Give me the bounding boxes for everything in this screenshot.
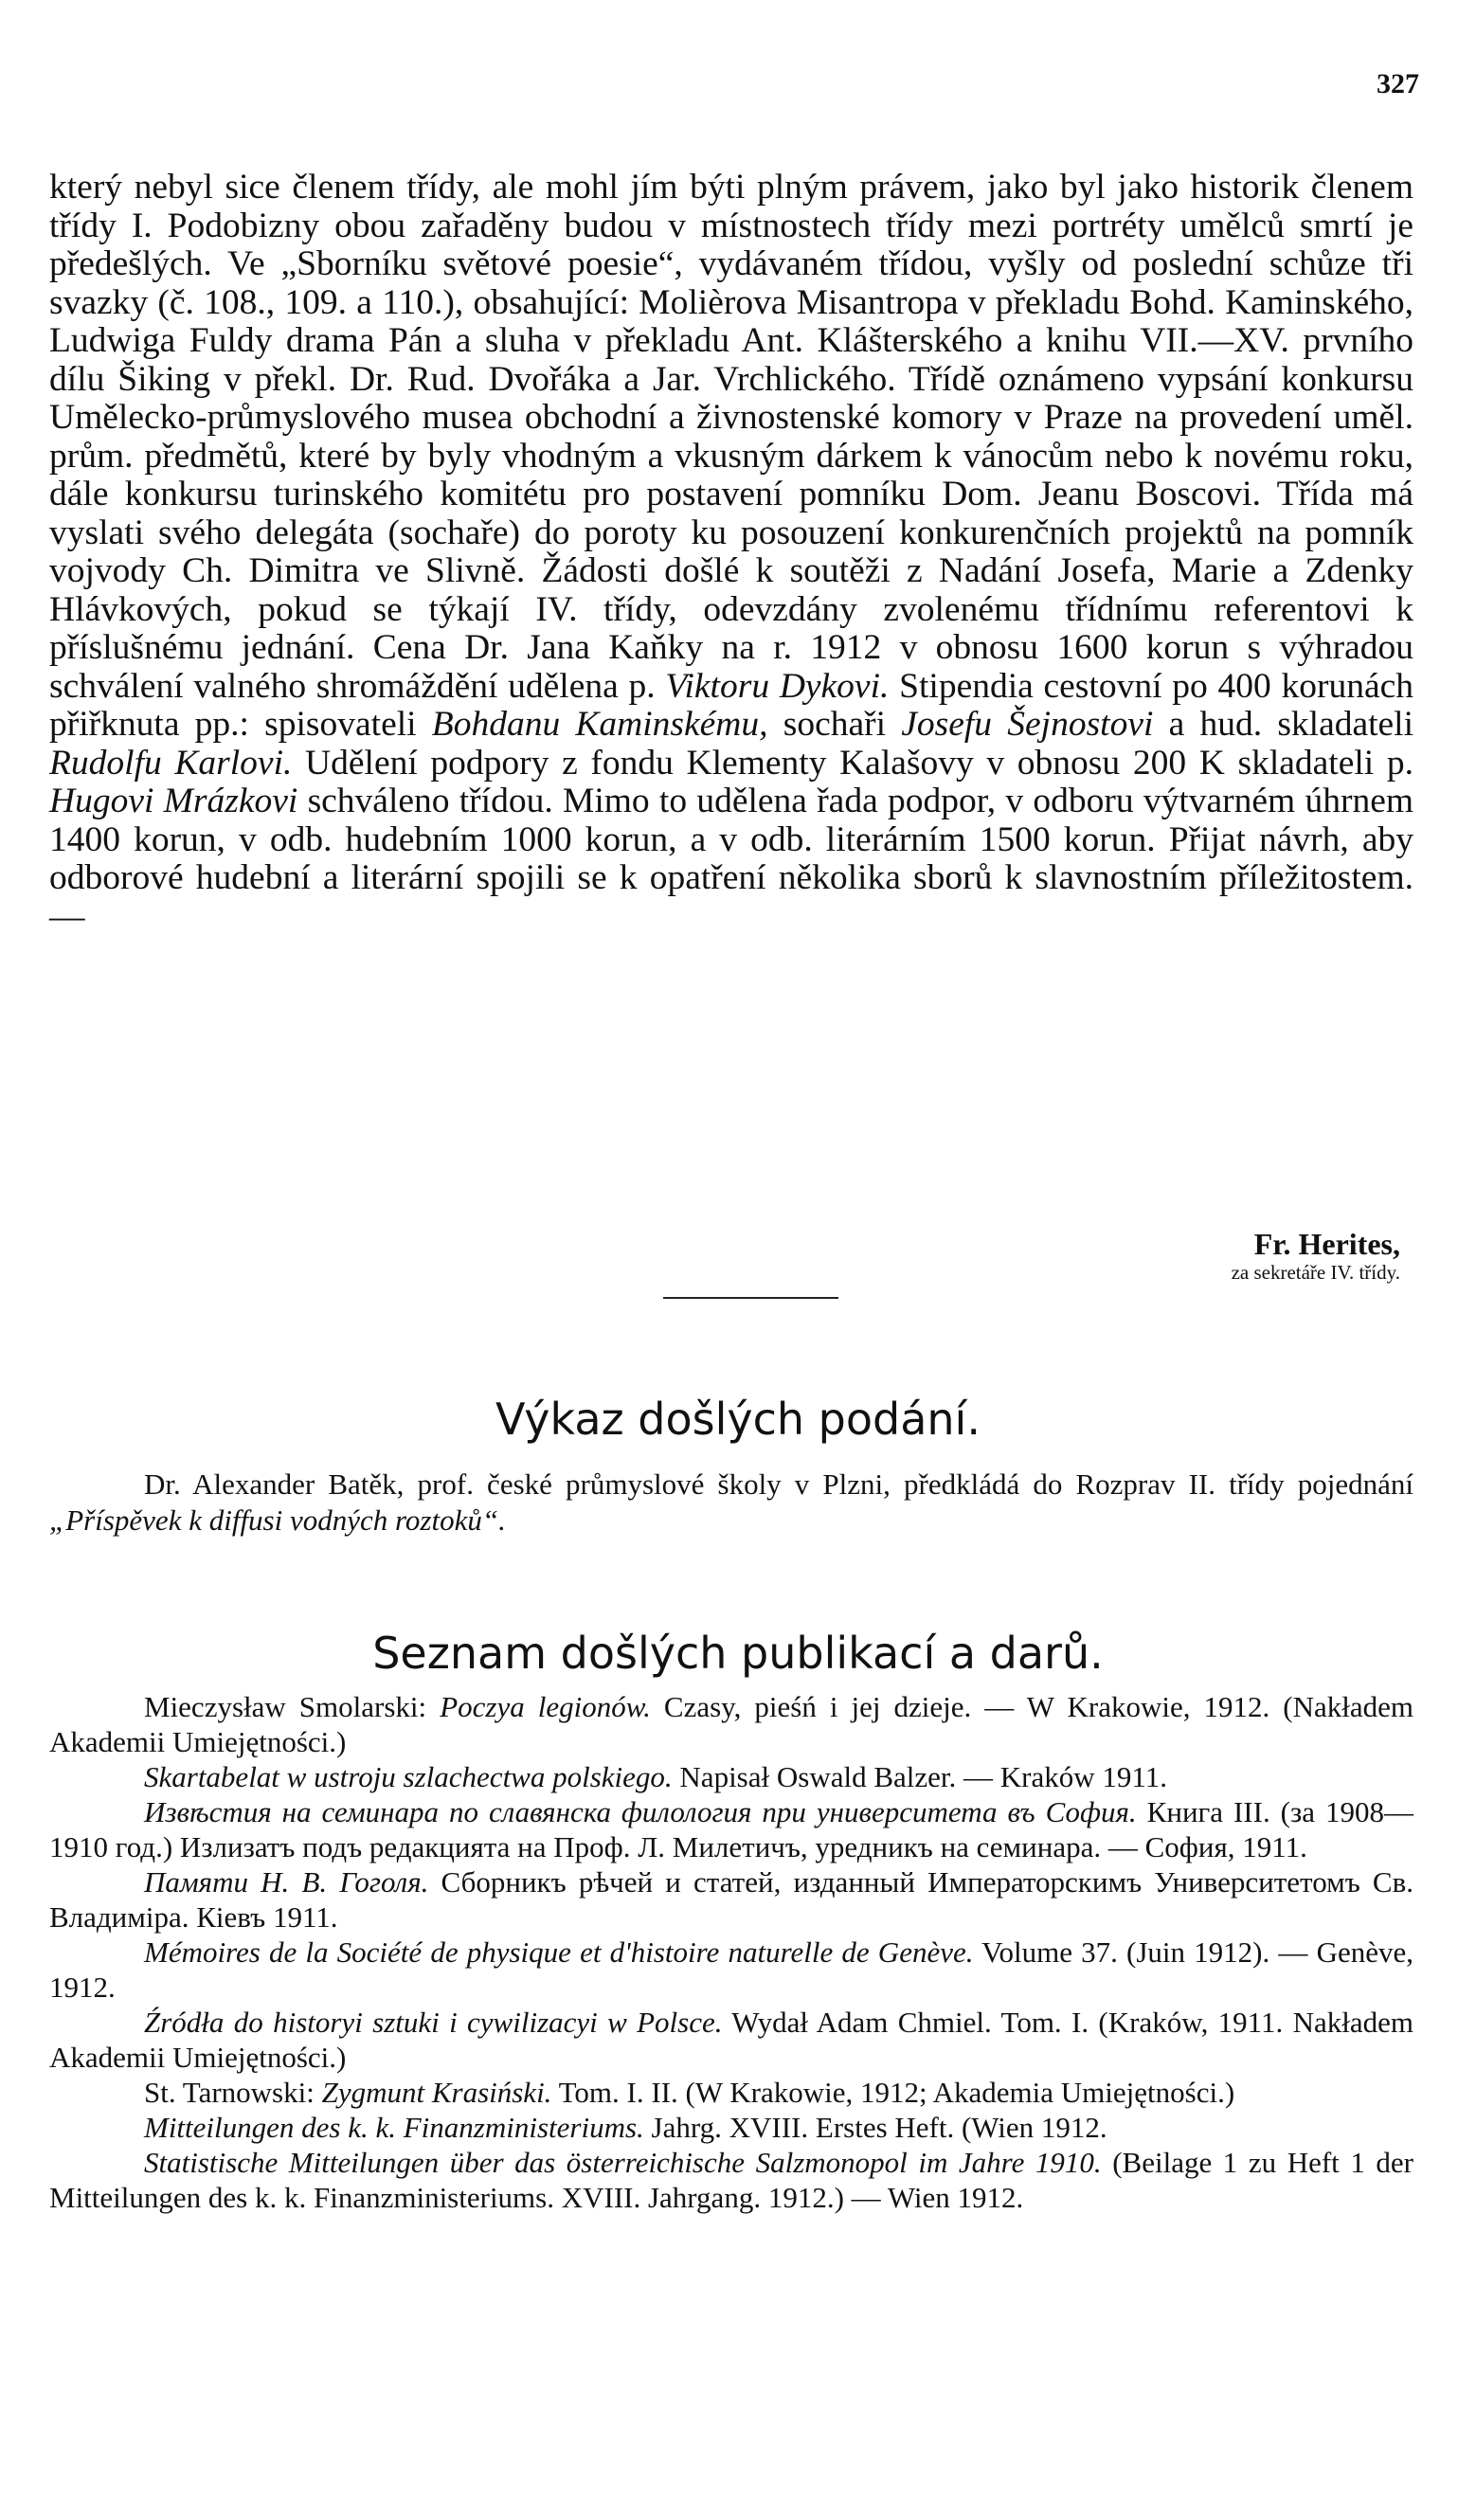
publication-details: Tom. I. II. (W Krakowie, 1912; Akademia Umiejętności.) — [558, 2076, 1235, 2109]
publication-title: Poczya legionów. — [440, 1690, 651, 1723]
publication-title: Statistische Mitteilungen über das österreichische Salzmonopol im Jahre 1910. — [144, 2146, 1102, 2179]
publication-details: Jahrg. XVIII. Erstes Heft. (Wien 1912. — [651, 2111, 1107, 2144]
submission-entry — [49, 1467, 1413, 1539]
award-name-sejnost: Josefu Šejnostovi — [901, 705, 1154, 744]
award-name-karel: Rudolfu Karlovi. — [49, 743, 293, 783]
publication-details: Wydał Adam Chmiel. Tom. I. (Kraków, 1911. Nakładem Akademii Umiejętności.) — [49, 2006, 1413, 2074]
submission-title: „Příspěvek k diffusi vodných roztoků“. — [49, 1503, 506, 1537]
award-name-dyk: Viktoru Dykovi. — [665, 666, 890, 706]
submission-text: Dr. Alexander Batěk, prof. české průmyslové školy v Plzni, předkládá do Rozprav II. třídy pojednání — [144, 1467, 1413, 1501]
section-divider — [663, 1297, 838, 1299]
body-text-6: schváleno třídou. Mimo to udělena řada podpor, v odboru výtvarném úhrnem 1400 korun, v odb. hudebním 1000 korun, a v odb. literárním 1500 korun. Přijat návrh, aby odborové hudební a literární spojili se k opatření několika sborů k slavnostním příležitostem. — — [49, 782, 1414, 936]
publication-details: Czasy, pieśń i jej dzieje. — W Krakowie, 1912. (Nakładem Akademii Umiejętności.) — [49, 1690, 1414, 1758]
signature-block — [1232, 1227, 1400, 1284]
page-number: 327 — [1377, 68, 1419, 99]
publication-details: Сборникъ рѣчей и статей, изданный Императорскимъ Университетомъ Св. Владиміра. Кіевъ 1911. — [49, 1865, 1413, 1934]
publication-title: Mitteilungen des k. k. Finanzministeriums. — [144, 2111, 644, 2144]
publications-heading: Seznam došlých publikací a darů. — [372, 1628, 1104, 1679]
award-name-kaminsky: Bohdanu Kaminskému, — [431, 705, 768, 744]
body-text-4: a hud. skladateli — [1168, 705, 1414, 744]
publication-item — [49, 1935, 1413, 2005]
body-paragraph — [49, 169, 1413, 936]
publication-details: (Beilage 1 zu Heft 1 der Mitteilungen des k. k. Finanzministeriums. XVIII. Jahrgang. 1912.) — Wien 1912. — [49, 2146, 1414, 2214]
publication-title: Памяти Н. В. Гоголя. — [144, 1865, 429, 1899]
publication-title: Źródła do historyi sztuki i cywilizacyi w Polsce. — [144, 2006, 723, 2039]
publication-title: Mémoires de la Société de physique et d'histoire naturelle de Genève. — [144, 1935, 974, 1969]
publication-item — [49, 2145, 1413, 2215]
publication-item — [49, 1794, 1413, 1864]
award-name-mrazek: Hugovi Mrázkovi — [49, 782, 298, 820]
publication-item — [49, 1759, 1413, 1794]
publication-author: St. Tarnowski: — [144, 2076, 315, 2109]
publication-item — [49, 1864, 1413, 1935]
publications-list — [49, 1689, 1413, 2215]
body-text-3: sochaři — [783, 705, 887, 744]
publication-author: Mieczysław Smolarski: — [144, 1690, 427, 1723]
publication-title: Skartabelat w ustroju szlachectwa polskiego. — [144, 1760, 673, 1793]
signature-role: za sekretáře IV. třídy. — [1231, 1261, 1400, 1284]
signature-name: Fr. Herites, — [1253, 1227, 1400, 1261]
publication-item — [49, 2075, 1413, 2110]
submissions-heading: Výkaz došlých podání. — [495, 1394, 981, 1445]
publication-details: Napisał Oswald Balzer. — Kraków 1911. — [679, 1760, 1167, 1793]
publication-item — [49, 2110, 1413, 2145]
publication-title: Zygmunt Krasiński. — [321, 2076, 552, 2109]
body-text-5: Udělení podpory z fondu Klementy Kalašovy v obnosu 200 K skladateli p. — [305, 743, 1413, 783]
body-text-2: Stipendia cestovní po 400 korunách přiřknuta pp.: spisovateli — [49, 666, 1413, 744]
body-text-1: který nebyl sice členem třídy, ale mohl jím býti plným právem, jako byl jako historik členem třídy I. Podobizny obou zařaděny budou v místnostech třídy mezi portréty umělců smrtí je předešlých. Ve „Sborníku světové poesie“, vydávaném třídou, vyšly od poslední schůze tři svazky (č. 108., 109. a 110.), obsahující: Molièrova Misantropa v překladu Bohd. Kaminského, Ludwiga Fuldy drama Pán a sluha v překladu Ant. Klášterského a knihu VII.—XV. prvního dílu Šiking v překl. Dr. Rud. Dvořáka a Jar. Vrchlického. Třídě oznámeno vypsání konkursu Umělecko-průmyslového musea obchodní a živnostenské komory v Praze na provedení uměl. prům. předmětů, které by byly vhodným a vkusným dárkem k vánocům nebo k novému roku, dále konkursu turinského komitétu pro postavení pomníku Dom. Jeanu Boscovi. Třída má vyslati svého delegáta (sochaře) do poroty ku posouzení konkurenčních projektů na pomník vojvody Ch. Dimitra ve Slivně. Žádosti došlé k soutěži z Nadání Josefa, Marie a Zdenky Hlávkových, pokud se týkají IV. třídy, odevzdány zvolenému třídnímu referentovi k příslušnému jednání. Cena Dr. Jana Kaňky na r. 1912 v obnosu 1600 korun s výhradou schválení valného shromáždění udělena p. — [49, 168, 1413, 706]
publication-details: Volume 37. (Juin 1912). — Genève, 1912. — [49, 1935, 1413, 2004]
publication-item — [49, 2005, 1413, 2075]
publication-title: Извѣстия на семинара по славянска филология при университета въ София. — [144, 1795, 1137, 1828]
publication-item — [49, 1689, 1413, 1759]
publication-details: Книга III. (за 1908—1910 год.) Излизатъ подъ редакцията на Проф. Л. Милетичъ, уредникъ на семинара. — София, 1911. — [49, 1795, 1413, 1863]
